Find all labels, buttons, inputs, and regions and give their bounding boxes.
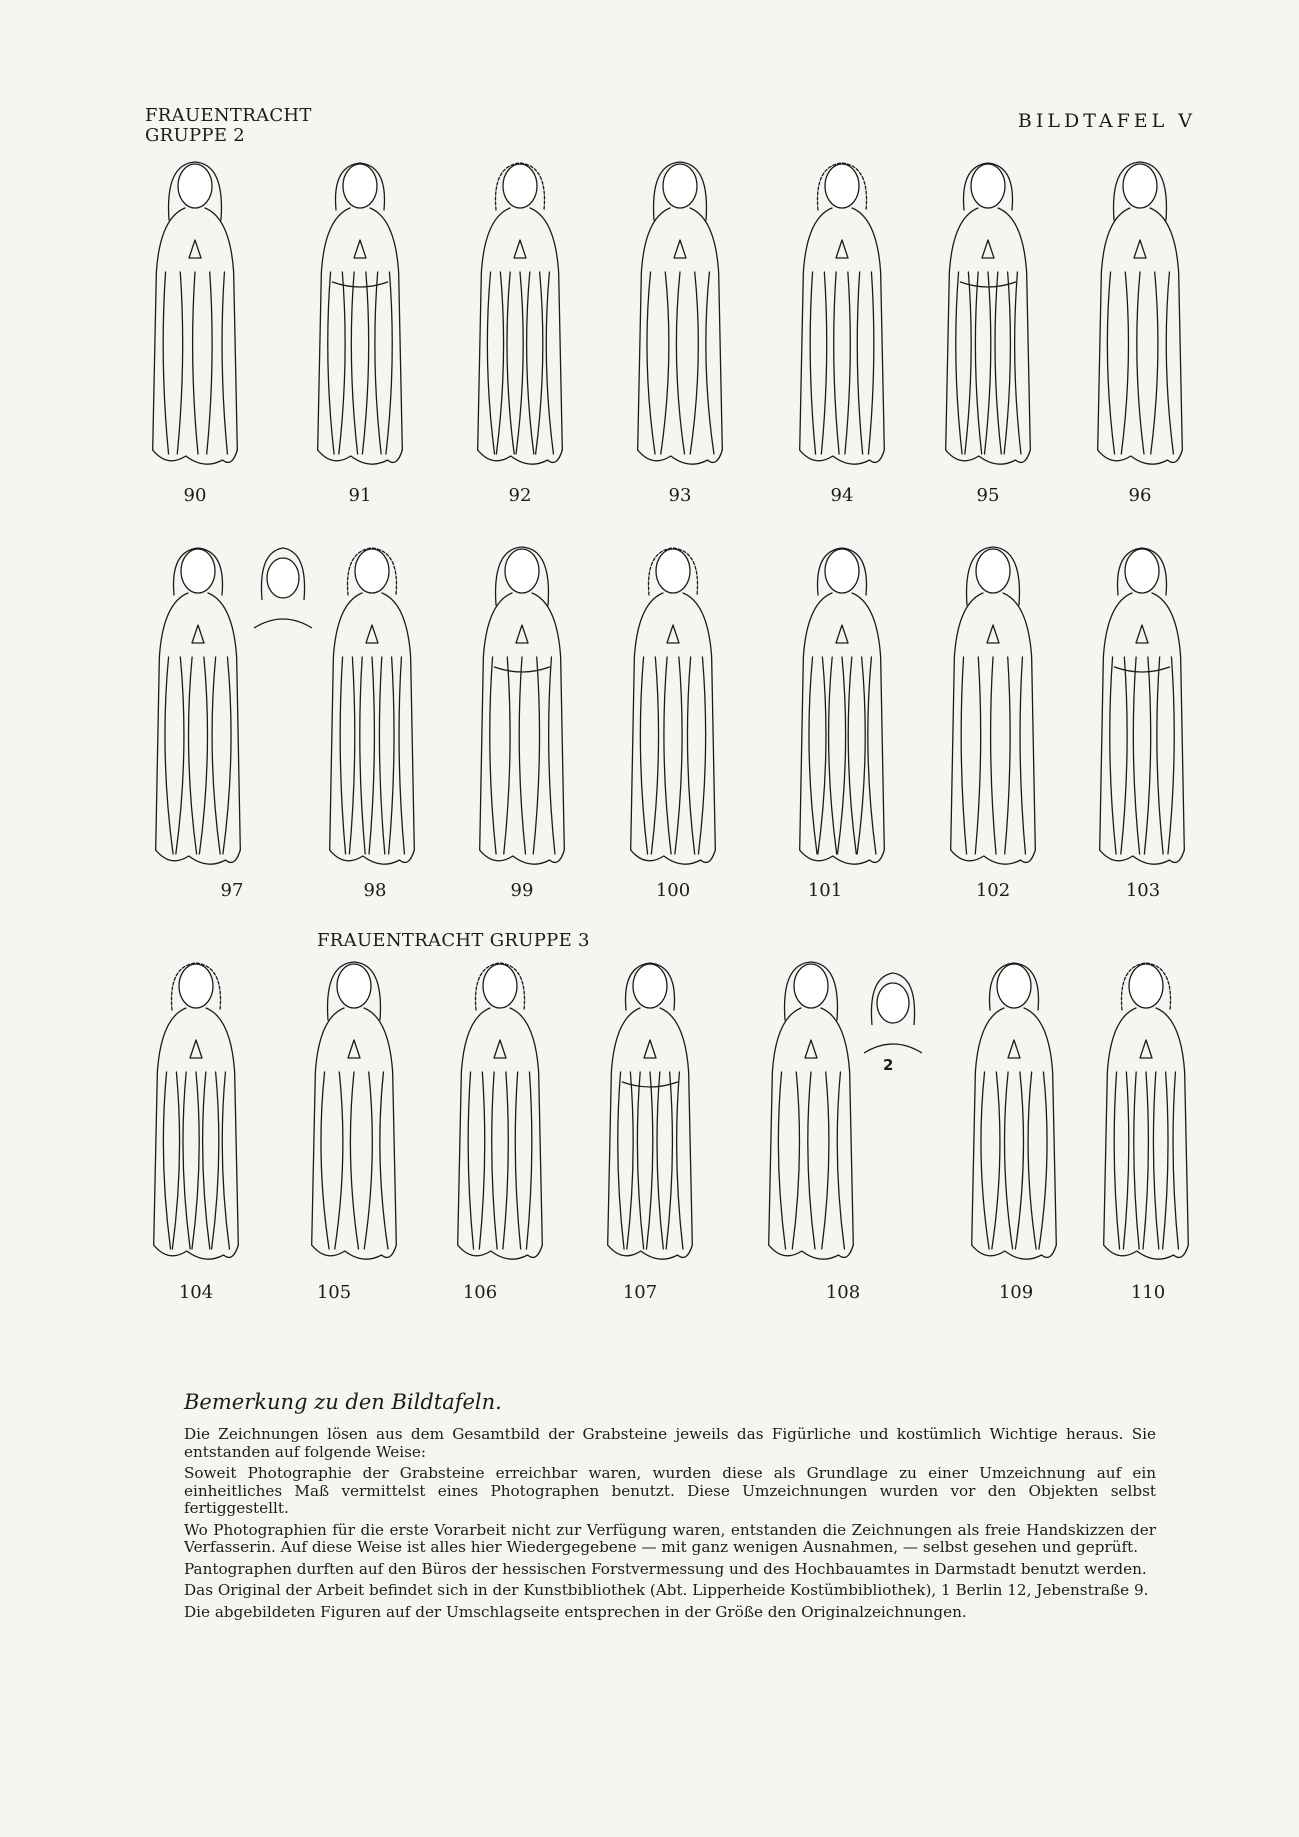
- figure-outline: [1100, 960, 1192, 1265]
- figure-number: 109: [998, 1282, 1034, 1303]
- figure-outline: [149, 160, 241, 470]
- figure-outline: [454, 960, 546, 1265]
- figure-number: 102: [975, 880, 1011, 901]
- group-3-heading: FRAUENTRACHT GRUPPE 3: [317, 930, 590, 951]
- costume-figure-drawing: [326, 545, 418, 870]
- figure-number: 92: [508, 485, 532, 506]
- figure-number: 95: [976, 485, 1000, 506]
- figure-number: 103: [1125, 880, 1161, 901]
- figure-outline: [476, 545, 568, 870]
- figure-outline: [627, 545, 719, 870]
- figure-outline: [796, 545, 888, 870]
- figure-number: 101: [807, 880, 843, 901]
- figure-number: 105: [316, 1282, 352, 1303]
- figure-number: 100: [655, 880, 691, 901]
- costume-figure-drawing: [308, 960, 400, 1265]
- costume-figure-drawing: [627, 545, 719, 870]
- figure-number: 94: [830, 485, 854, 506]
- costume-figure-drawing: [634, 160, 726, 470]
- figure-outline: [152, 545, 244, 870]
- figure-outline: [314, 160, 406, 470]
- remarks-paragraph: Pantographen durften auf den Büros der hessischen Forstvermessung und des Hochbauamtes in Darmstadt benutzt werden.: [184, 1559, 1147, 1578]
- figure-number: 107: [622, 1282, 658, 1303]
- costume-figure-drawing: [474, 160, 566, 470]
- remarks-paragraph: Wo Photographien für die erste Vorarbeit nicht zur Verfügung waren, entstanden die Zeichnungen als freie Handskizzen der Verfasserin. Auf diese Weise ist alles hier Wiedergegebene — mit ganz wenigen Ausnahmen, — selbst gesehen und geprüft.: [184, 1520, 1156, 1556]
- figure-outline: [968, 960, 1060, 1265]
- figure-outline: [326, 545, 418, 870]
- costume-figure-drawing: [604, 960, 696, 1265]
- figure-outline: [765, 960, 857, 1265]
- figure-outline: [1096, 545, 1188, 870]
- costume-figure-drawing: [968, 960, 1060, 1265]
- figure-number: 96: [1128, 485, 1152, 506]
- figure-number: 97: [220, 880, 244, 901]
- heading-line-2: GRUPPE 2: [145, 125, 246, 146]
- figure-outline: [796, 160, 888, 470]
- figure-number: 93: [668, 485, 692, 506]
- figure-outline: [942, 160, 1034, 470]
- costume-figure-drawing: [314, 160, 406, 470]
- detail-label: 2: [883, 1056, 894, 1074]
- remarks-paragraph: Das Original der Arbeit befindet sich in der Kunstbibliothek (Abt. Lipperheide Kostümbibliothek), 1 Berlin 12, Jebenstraße 9.: [184, 1581, 1149, 1599]
- costume-figure-drawing: [796, 160, 888, 470]
- remarks-title: Bemerkung zu den Bildtafeln.: [184, 1390, 502, 1414]
- head-detail-drawing: [248, 540, 318, 630]
- costume-figure-drawing: [942, 160, 1034, 470]
- figure-number: 90: [183, 485, 207, 506]
- costume-figure-drawing: [149, 160, 241, 470]
- heading-line-1: FRAUENTRACHT: [145, 105, 312, 126]
- figure-outline: [604, 960, 696, 1265]
- figure-outline: [308, 960, 400, 1265]
- costume-figure-drawing: [476, 545, 568, 870]
- costume-figure-drawing: [1100, 960, 1192, 1265]
- costume-figure-drawing: [796, 545, 888, 870]
- head-detail-drawing: [858, 965, 928, 1055]
- figure-outline: [634, 160, 726, 470]
- costume-figure-drawing: [765, 960, 857, 1265]
- figure-number: 108: [825, 1282, 861, 1303]
- costume-figure-drawing: [1096, 545, 1188, 870]
- costume-figure-drawing: [152, 545, 244, 870]
- figure-outline: [947, 545, 1039, 870]
- figure-number: 104: [178, 1282, 214, 1303]
- remarks-paragraph: Soweit Photographie der Grabsteine erreichbar waren, wurden diese als Grundlage zu einer Umzeichnung auf ein einheitliches Maß vermittelst eines Photographen benutzt. Diese Umzeichnungen wurden vor den Objekten selbst fertiggestellt.: [184, 1464, 1156, 1517]
- figure-outline: [1094, 160, 1186, 470]
- costume-figure-drawing: [947, 545, 1039, 870]
- figure-number: 110: [1130, 1282, 1166, 1303]
- plate-title: BILDTAFEL V: [1017, 110, 1196, 132]
- remarks-paragraph: Die abgebildeten Figuren auf der Umschlagseite entsprechen in der Größe den Originalzeichnungen.: [184, 1602, 967, 1621]
- costume-figure-drawing: [150, 960, 242, 1265]
- group-2-heading: [145, 106, 312, 146]
- costume-figure-drawing: [1094, 160, 1186, 470]
- remarks-paragraph: Die Zeichnungen lösen aus dem Gesamtbild der Grabsteine jeweils das Figürliche und kostümlich Wichtige heraus. Sie entstanden auf folgende Weise:: [184, 1425, 1156, 1461]
- figure-number: 99: [510, 880, 534, 901]
- figure-outline: [150, 960, 242, 1265]
- figure-number: 106: [462, 1282, 498, 1303]
- remarks-section: [184, 1390, 1156, 1625]
- costume-figure-drawing: [454, 960, 546, 1265]
- figure-outline: [474, 160, 566, 470]
- figure-number: 91: [348, 485, 372, 506]
- figure-number: 98: [363, 880, 387, 901]
